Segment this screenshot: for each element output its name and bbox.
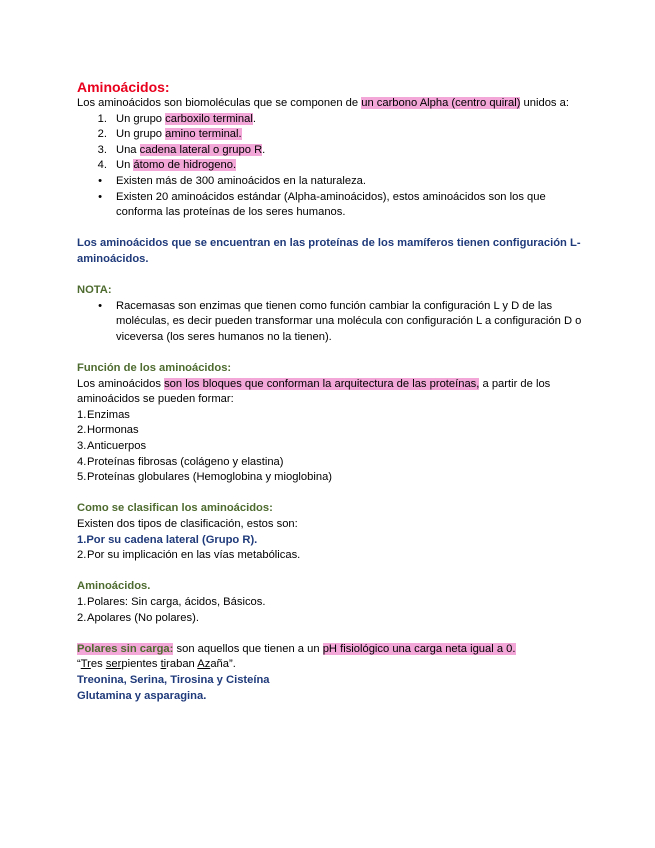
funcion-paragraph (77, 377, 582, 408)
list-item (77, 408, 582, 424)
list-text: Proteínas globulares (Hemoglobina y mioglobina) (87, 471, 333, 484)
list-text: Proteínas fibrosas (colágeno y elastina) (87, 455, 284, 468)
mnemonic-line (77, 657, 582, 673)
list-highlight: cadena lateral o grupo R (139, 143, 263, 156)
intro-text: Los aminoácidos son biomoléculas que se componen de (77, 97, 362, 109)
list-item (77, 112, 582, 128)
list-text: Un (116, 159, 134, 172)
nota-title: NOTA: (77, 284, 112, 297)
funcion-text-end: a partir de los aminoácidos se pueden formar: (77, 377, 551, 406)
funcion-text: Los aminoácidos (77, 377, 165, 390)
polares-paragraph (77, 642, 582, 658)
mnemonic-text: pientes (121, 658, 161, 671)
bullet-icon: • (98, 174, 102, 187)
bullet-item (77, 190, 582, 221)
aminoacidos-title-2: Aminoácidos. (77, 580, 151, 593)
list-text: Un grupo (116, 112, 166, 125)
clasif-item-1: 1.Por su cadena lateral (Grupo R). (77, 533, 258, 546)
list-text: Anticuerpos (87, 440, 147, 453)
highlight-ph: pH fisiológico una carga neta igual a 0. (322, 642, 516, 655)
clasif-intro: Existen dos tipos de clasificación, estos son: (77, 518, 298, 531)
list-number: 4. (77, 455, 87, 468)
bullet-text: Racemasas son enzimas que tienen como función cambiar la configuración L y D de las moléculas, es decir pueden transformar una molécula con configuración L a configuración D o viceversa (los seres humanos no la tienen). (116, 299, 582, 343)
aminoacids-line-2: Glutamina y asparagina. (77, 689, 207, 702)
list-item (77, 423, 582, 439)
highlight-carbono-alpha: un carbono Alpha (centro quiral) (361, 97, 521, 109)
list-number: 1. (97, 112, 107, 125)
bullet-item (77, 174, 582, 190)
list-item (77, 455, 582, 471)
list-text: Una (116, 143, 140, 156)
funcion-title: Función de los aminoácidos: (77, 362, 232, 375)
list-text: Hormonas (87, 424, 139, 437)
list-number: 3. (77, 440, 87, 453)
list-text: Apolares (No polares). (87, 611, 199, 624)
intro-paragraph (77, 96, 582, 112)
list-text: Polares: Sin carga, ácidos, Básicos. (87, 596, 266, 608)
mnemonic-text: raban (166, 658, 198, 671)
list-item (77, 143, 582, 159)
list-number: 2. (77, 611, 87, 624)
mnemonic-text: aña”. (210, 658, 236, 671)
bullet-icon: • (98, 190, 102, 203)
bullet-item (77, 299, 582, 346)
list-number: 1. (77, 408, 87, 421)
mnemonic-underline: Tr (80, 658, 91, 671)
list-number: 2. (77, 424, 87, 437)
list-number: 1. (77, 596, 87, 608)
list-text: Un grupo (116, 128, 166, 141)
highlight-polares-sin-carga: Polares sin carga: (77, 642, 174, 655)
list-text: Enzimas (87, 408, 130, 421)
mnemonic-underline: Az (197, 658, 211, 671)
list-item (77, 127, 582, 143)
list-item (77, 158, 582, 174)
list-highlight: átomo de hidrogeno. (133, 159, 237, 172)
list-highlight: carboxilo terminal (165, 112, 253, 125)
list-item (77, 470, 582, 486)
list-item (77, 548, 582, 564)
list-number: 2. (77, 549, 87, 562)
mamiferos-note: Los aminoácidos que se encuentran en las proteínas de los mamíferos tienen configuración L-aminoácidos. (77, 237, 581, 265)
highlight-bloques: son los bloques que conforman la arquitectura de las proteínas, (164, 377, 480, 390)
aminoacids-line-1: Treonina, Serina, Tirosina y Cisteína (77, 673, 270, 686)
list-number: 3. (97, 143, 107, 156)
bullet-text: Existen más de 300 aminoácidos en la naturaleza. (116, 174, 367, 187)
list-item (77, 439, 582, 455)
list-number: 5. (77, 471, 87, 484)
list-number: 4. (97, 159, 107, 172)
polares-text: son aquellos que tienen a un (173, 642, 323, 655)
list-text-end: . (252, 112, 256, 125)
section-title-aminoacidos: Aminoácidos: (77, 79, 170, 95)
mnemonic-text: es (90, 658, 106, 671)
list-item (77, 611, 582, 627)
list-item (77, 595, 582, 611)
clasif-title: Como se clasifican los aminoácidos: (77, 502, 273, 515)
list-text: Por su implicación en las vías metabólicas. (87, 549, 301, 562)
bullet-icon: • (98, 299, 102, 312)
bullet-text: Existen 20 aminoácidos estándar (Alpha-aminoácidos), estos aminoácidos son los que conforma las proteínas de los seres humanos. (116, 190, 546, 219)
intro-text-end: unidos a: (520, 97, 569, 109)
mnemonic-underline: ser (105, 658, 122, 671)
mnemonic-underline: ti (160, 658, 167, 671)
list-highlight: amino terminal. (165, 128, 242, 141)
quote-mark: “ (77, 658, 81, 671)
list-text-end: . (262, 143, 266, 156)
document-page (77, 78, 582, 704)
list-number: 2. (97, 128, 107, 141)
